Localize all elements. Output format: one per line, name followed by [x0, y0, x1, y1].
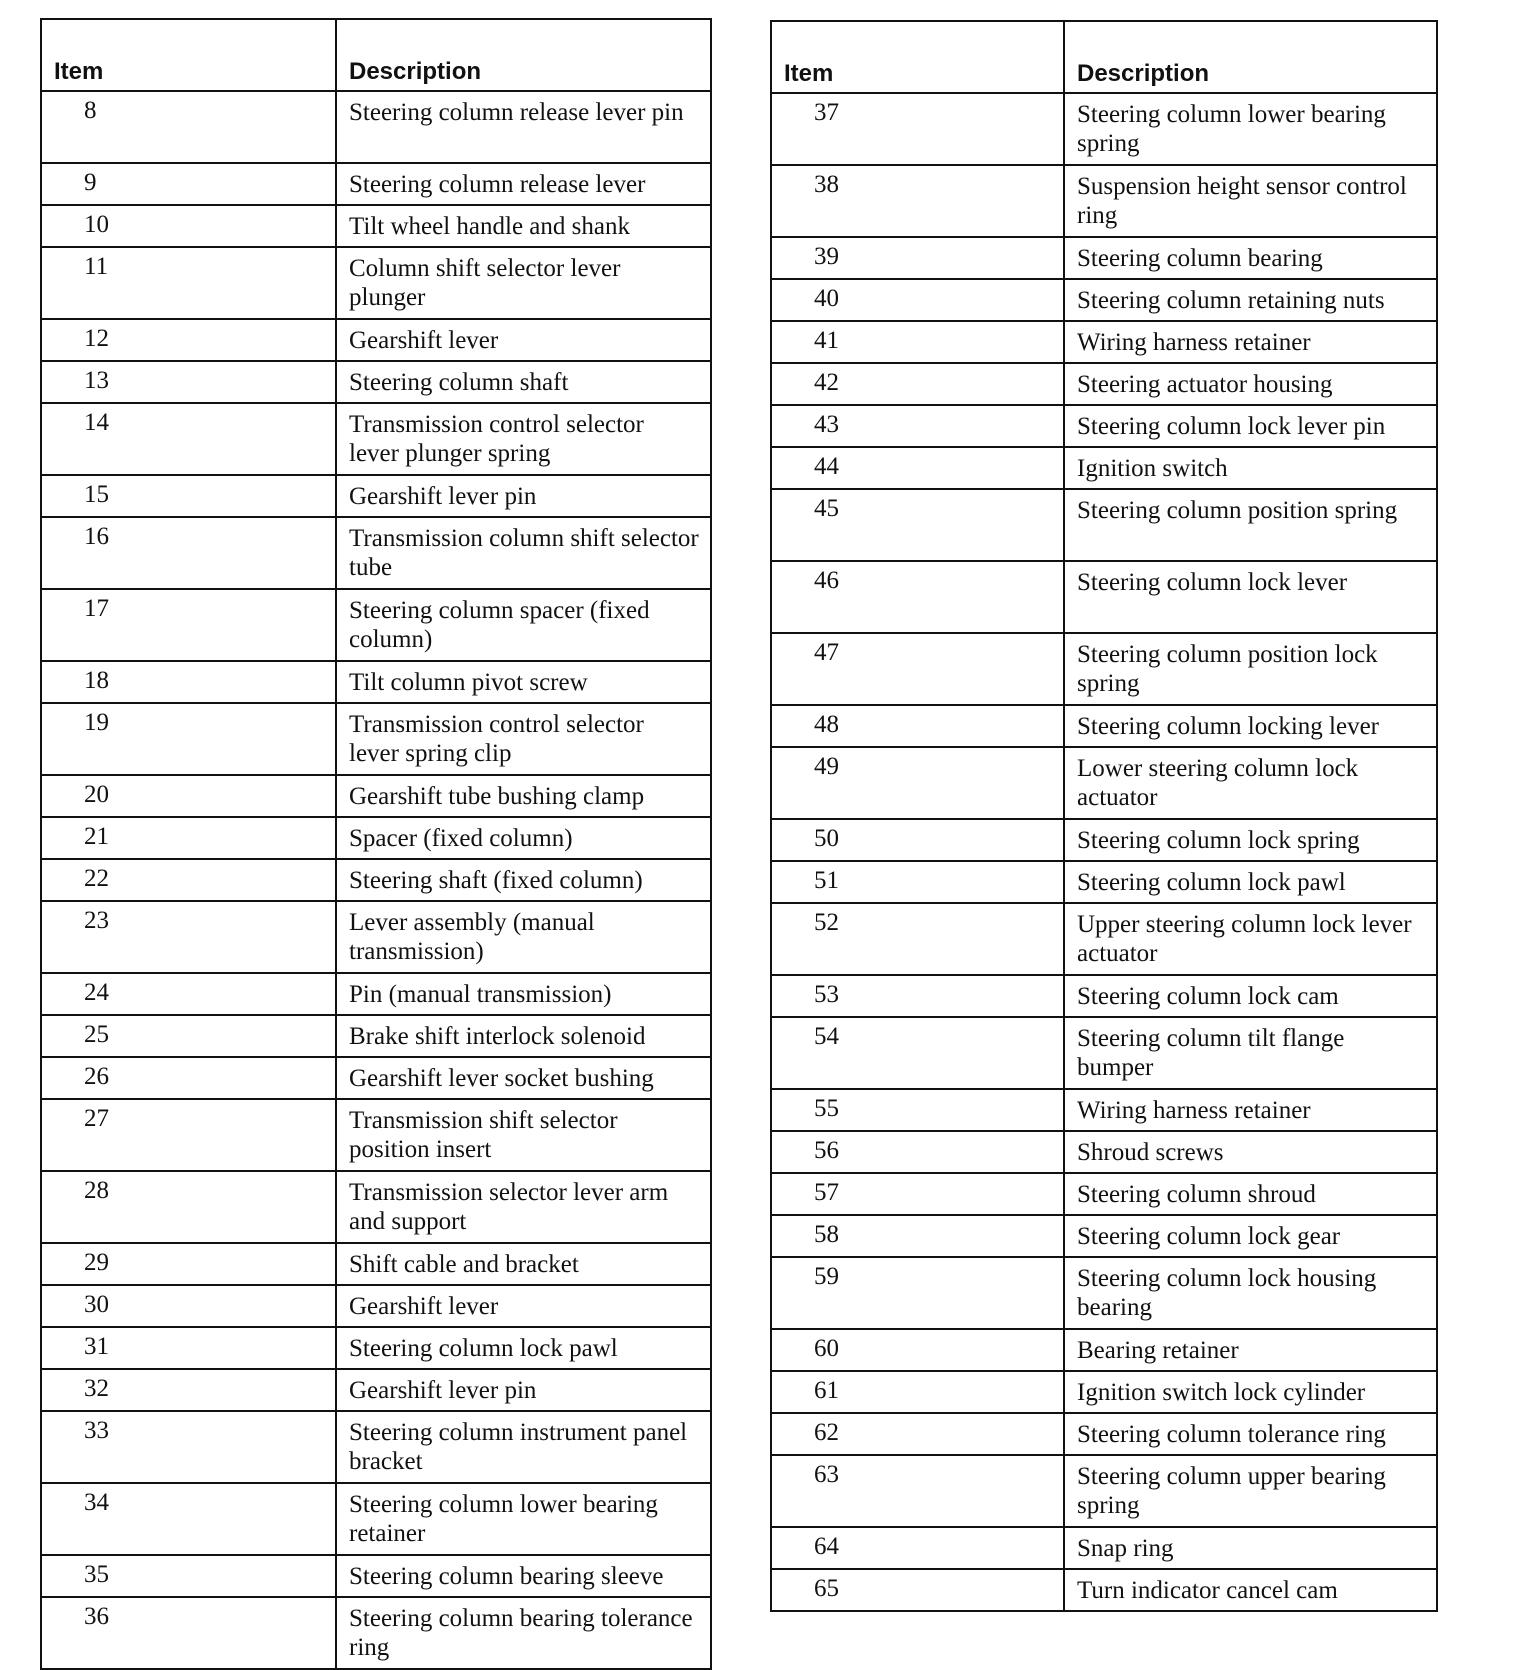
parts-table-right: [770, 20, 1438, 1612]
table-row: [41, 589, 711, 661]
item-description: Steering column lock cam: [1064, 975, 1437, 1017]
table-row: [771, 489, 1437, 561]
table-row: [41, 859, 711, 901]
table-row: [771, 1017, 1437, 1089]
item-description: Column shift selector lever plunger: [336, 247, 711, 319]
item-number: 15: [41, 475, 336, 517]
table-row: [41, 1411, 711, 1483]
table-row: [41, 1555, 711, 1597]
table-row: [41, 247, 711, 319]
item-description: Steering shaft (fixed column): [336, 859, 711, 901]
description-column-header: Description: [1064, 21, 1437, 93]
item-number: 65: [771, 1569, 1064, 1611]
table-row: [771, 1527, 1437, 1569]
item-number: 30: [41, 1285, 336, 1327]
item-description: Steering column shroud: [1064, 1173, 1437, 1215]
item-number: 20: [41, 775, 336, 817]
table-row: [771, 405, 1437, 447]
table-row: [771, 1371, 1437, 1413]
table-row: [41, 1327, 711, 1369]
item-number: 14: [41, 403, 336, 475]
item-description: Gearshift lever: [336, 1285, 711, 1327]
item-number: 21: [41, 817, 336, 859]
table-row: [771, 93, 1437, 165]
table-row: [41, 973, 711, 1015]
table-row: [771, 1329, 1437, 1371]
item-description: Shroud screws: [1064, 1131, 1437, 1173]
item-column-header: Item: [41, 19, 336, 91]
item-description: Steering column spacer (fixed column): [336, 589, 711, 661]
item-description: Steering column lock lever: [1064, 561, 1437, 633]
item-number: 43: [771, 405, 1064, 447]
item-description: Steering column position lock spring: [1064, 633, 1437, 705]
table-row: [41, 205, 711, 247]
item-number: 37: [771, 93, 1064, 165]
item-description: Steering column shaft: [336, 361, 711, 403]
item-number: 33: [41, 1411, 336, 1483]
item-number: 22: [41, 859, 336, 901]
table-row: [771, 861, 1437, 903]
item-description: Steering column bearing sleeve: [336, 1555, 711, 1597]
item-number: 26: [41, 1057, 336, 1099]
item-number: 61: [771, 1371, 1064, 1413]
item-number: 41: [771, 321, 1064, 363]
table-row: [771, 1569, 1437, 1611]
table-row: [41, 1483, 711, 1555]
item-number: 59: [771, 1257, 1064, 1329]
item-description: Steering column locking lever: [1064, 705, 1437, 747]
table-row: [771, 903, 1437, 975]
item-number: 29: [41, 1243, 336, 1285]
table-row: [41, 703, 711, 775]
item-description: Bearing retainer: [1064, 1329, 1437, 1371]
item-number: 44: [771, 447, 1064, 489]
item-number: 17: [41, 589, 336, 661]
item-number: 19: [41, 703, 336, 775]
item-description: Steering column lower bearing retainer: [336, 1483, 711, 1555]
item-description: Ignition switch lock cylinder: [1064, 1371, 1437, 1413]
item-number: 52: [771, 903, 1064, 975]
table-row: [41, 91, 711, 163]
table-row: [771, 321, 1437, 363]
item-number: 31: [41, 1327, 336, 1369]
table-row: [771, 975, 1437, 1017]
table-row: [41, 1099, 711, 1171]
item-description: Wiring harness retainer: [1064, 1089, 1437, 1131]
table-header-row: [771, 21, 1437, 93]
table-row: [771, 561, 1437, 633]
item-number: 55: [771, 1089, 1064, 1131]
item-description: Turn indicator cancel cam: [1064, 1569, 1437, 1611]
table-row: [771, 1257, 1437, 1329]
table-row: [771, 1131, 1437, 1173]
item-number: 46: [771, 561, 1064, 633]
item-number: 47: [771, 633, 1064, 705]
item-description: Wiring harness retainer: [1064, 321, 1437, 363]
table-row: [41, 1597, 711, 1669]
item-number: 11: [41, 247, 336, 319]
item-number: 25: [41, 1015, 336, 1057]
item-number: 40: [771, 279, 1064, 321]
item-description: Transmission control selector lever plunger spring: [336, 403, 711, 475]
table-row: [41, 661, 711, 703]
item-description: Steering column lower bearing spring: [1064, 93, 1437, 165]
item-description: Steering column lock lever pin: [1064, 405, 1437, 447]
item-number: 39: [771, 237, 1064, 279]
table-row: [771, 1413, 1437, 1455]
item-number: 13: [41, 361, 336, 403]
item-description: Gearshift tube bushing clamp: [336, 775, 711, 817]
table-header-row: [41, 19, 711, 91]
table-row: [771, 1455, 1437, 1527]
item-number: 18: [41, 661, 336, 703]
item-number: 54: [771, 1017, 1064, 1089]
table-row: [41, 775, 711, 817]
item-description: Steering column bearing: [1064, 237, 1437, 279]
item-description: Steering column bearing tolerance ring: [336, 1597, 711, 1669]
item-description: Lower steering column lock actuator: [1064, 747, 1437, 819]
item-description: Transmission control selector lever spring clip: [336, 703, 711, 775]
item-column-header: Item: [771, 21, 1064, 93]
item-description: Steering column position spring: [1064, 489, 1437, 561]
item-description: Lever assembly (manual transmission): [336, 901, 711, 973]
table-row: [41, 163, 711, 205]
item-description: Steering column release lever pin: [336, 91, 711, 163]
table-row: [771, 363, 1437, 405]
item-number: 28: [41, 1171, 336, 1243]
item-description: Steering column tilt flange bumper: [1064, 1017, 1437, 1089]
item-number: 49: [771, 747, 1064, 819]
item-description: Steering column instrument panel bracket: [336, 1411, 711, 1483]
item-description: Transmission shift selector position insert: [336, 1099, 711, 1171]
item-number: 23: [41, 901, 336, 973]
table-row: [771, 705, 1437, 747]
item-description: Spacer (fixed column): [336, 817, 711, 859]
table-row: [771, 1215, 1437, 1257]
item-description: Steering column tolerance ring: [1064, 1413, 1437, 1455]
item-description: Tilt wheel handle and shank: [336, 205, 711, 247]
item-number: 8: [41, 91, 336, 163]
item-description: Gearshift lever pin: [336, 1369, 711, 1411]
item-number: 64: [771, 1527, 1064, 1569]
item-description: Snap ring: [1064, 1527, 1437, 1569]
table-row: [41, 901, 711, 973]
item-description: Brake shift interlock solenoid: [336, 1015, 711, 1057]
item-number: 36: [41, 1597, 336, 1669]
item-description: Transmission column shift selector tube: [336, 517, 711, 589]
item-number: 38: [771, 165, 1064, 237]
table-row: [41, 1015, 711, 1057]
description-column-header: Description: [336, 19, 711, 91]
item-number: 58: [771, 1215, 1064, 1257]
table-row: [41, 817, 711, 859]
item-number: 10: [41, 205, 336, 247]
item-description: Gearshift lever pin: [336, 475, 711, 517]
item-number: 53: [771, 975, 1064, 1017]
table-row: [771, 279, 1437, 321]
table-row: [41, 1285, 711, 1327]
item-description: Steering column lock pawl: [336, 1327, 711, 1369]
table-row: [771, 165, 1437, 237]
item-description: Steering column upper bearing spring: [1064, 1455, 1437, 1527]
item-number: 34: [41, 1483, 336, 1555]
table-row: [41, 1171, 711, 1243]
item-number: 48: [771, 705, 1064, 747]
item-description: Steering column lock housing bearing: [1064, 1257, 1437, 1329]
table-row: [41, 361, 711, 403]
item-number: 35: [41, 1555, 336, 1597]
item-number: 16: [41, 517, 336, 589]
table-row: [41, 1243, 711, 1285]
table-row: [771, 1089, 1437, 1131]
item-description: Steering column lock spring: [1064, 819, 1437, 861]
table-row: [771, 237, 1437, 279]
table-row: [771, 819, 1437, 861]
item-description: Suspension height sensor control ring: [1064, 165, 1437, 237]
item-number: 60: [771, 1329, 1064, 1371]
item-number: 45: [771, 489, 1064, 561]
table-row: [771, 747, 1437, 819]
item-description: Gearshift lever: [336, 319, 711, 361]
parts-table-left: [40, 18, 712, 1670]
item-description: Steering actuator housing: [1064, 363, 1437, 405]
item-number: 42: [771, 363, 1064, 405]
item-description: Tilt column pivot screw: [336, 661, 711, 703]
table-row: [41, 475, 711, 517]
item-number: 12: [41, 319, 336, 361]
item-description: Transmission selector lever arm and support: [336, 1171, 711, 1243]
item-number: 27: [41, 1099, 336, 1171]
item-number: 9: [41, 163, 336, 205]
item-description: Gearshift lever socket bushing: [336, 1057, 711, 1099]
item-description: Steering column lock pawl: [1064, 861, 1437, 903]
table-row: [41, 319, 711, 361]
table-row: [41, 1369, 711, 1411]
item-description: Steering column lock gear: [1064, 1215, 1437, 1257]
item-description: Upper steering column lock lever actuator: [1064, 903, 1437, 975]
table-row: [41, 403, 711, 475]
item-description: Ignition switch: [1064, 447, 1437, 489]
item-number: 51: [771, 861, 1064, 903]
item-number: 24: [41, 973, 336, 1015]
item-number: 32: [41, 1369, 336, 1411]
table-row: [41, 1057, 711, 1099]
table-row: [41, 517, 711, 589]
item-description: Pin (manual transmission): [336, 973, 711, 1015]
item-number: 50: [771, 819, 1064, 861]
item-description: Steering column release lever: [336, 163, 711, 205]
item-number: 57: [771, 1173, 1064, 1215]
item-description: Shift cable and bracket: [336, 1243, 711, 1285]
table-row: [771, 447, 1437, 489]
item-description: Steering column retaining nuts: [1064, 279, 1437, 321]
item-number: 62: [771, 1413, 1064, 1455]
table-row: [771, 1173, 1437, 1215]
item-number: 63: [771, 1455, 1064, 1527]
item-number: 56: [771, 1131, 1064, 1173]
table-row: [771, 633, 1437, 705]
